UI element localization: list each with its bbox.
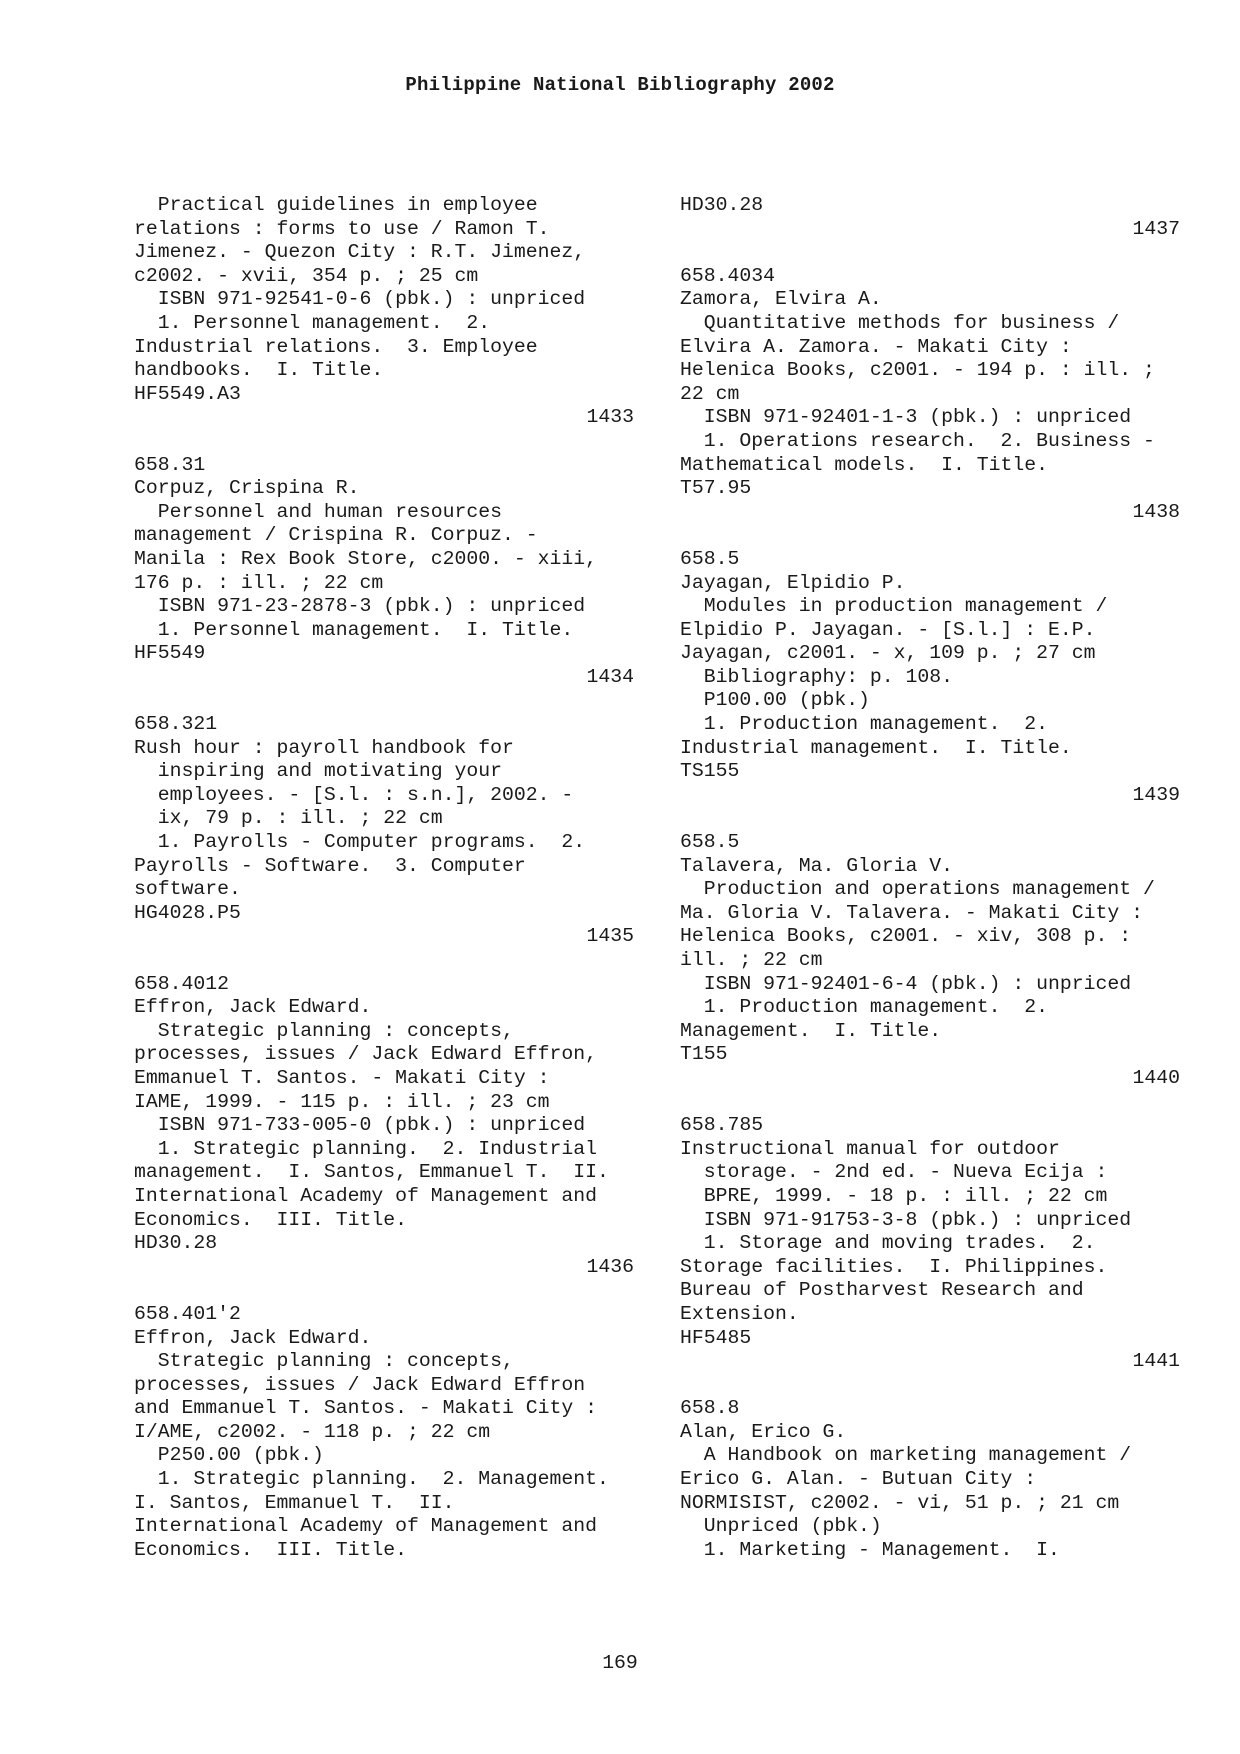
text-line: Rush hour : payroll handbook for xyxy=(134,736,514,759)
text-line: Zamora, Elvira A. xyxy=(680,288,882,311)
text-line: I. Santos, Emmanuel T. II. xyxy=(134,1491,455,1514)
text-line: T57.95 xyxy=(680,477,752,500)
text-line xyxy=(680,241,1180,265)
text-line: HF5485 xyxy=(680,1326,752,1349)
text-line: Elpidio P. Jayagan. - [S.l.] : E.P. xyxy=(680,618,1096,641)
text-line: 658.321 xyxy=(134,713,218,736)
text-line: Helenica Books, c2001. - xiv, 308 p. : xyxy=(680,925,1132,948)
text-line: Personnel and human resources xyxy=(134,500,502,523)
text-line xyxy=(680,524,1180,548)
text-line: TS155 xyxy=(680,760,740,783)
text-line: Economics. III. Title. xyxy=(134,1538,408,1561)
page-title: Philippine National Bibliography 2002 xyxy=(405,74,835,96)
text-line: Industrial management. I. Title. xyxy=(680,736,1072,759)
text-line: 658.4034 xyxy=(680,264,775,287)
text-line xyxy=(680,1091,1180,1115)
entry-number: 1434 xyxy=(586,665,634,688)
text-line: handbooks. I. Title. xyxy=(134,359,384,382)
text-line: storage. - 2nd ed. - Nueva Ecija : xyxy=(680,1161,1108,1184)
entry-number: 1437 xyxy=(1132,217,1180,240)
entry-number: 1436 xyxy=(586,1255,634,1278)
text-line: ISBN 971-733-005-0 (pbk.) : unpriced xyxy=(134,1114,586,1137)
text-line: management. I. Santos, Emmanuel T. II. xyxy=(134,1161,609,1184)
text-line: and Emmanuel T. Santos. - Makati City : xyxy=(134,1397,597,1420)
text-line: processes, issues / Jack Edward Effron, xyxy=(134,1043,597,1066)
text-line: employees. - [S.l. : s.n.], 2002. - xyxy=(134,783,574,806)
text-line: NORMISIST, c2002. - vi, 51 p. ; 21 cm xyxy=(680,1491,1120,1514)
text-line: T155 xyxy=(680,1043,728,1066)
text-line: Modules in production management / xyxy=(680,595,1108,618)
text-line: Bureau of Postharvest Research and xyxy=(680,1279,1084,1302)
text-line: 658.785 xyxy=(680,1114,764,1137)
text-line: HF5549 xyxy=(134,642,206,665)
text-line xyxy=(680,1374,1180,1398)
text-line: Jayagan, Elpidio P. xyxy=(680,571,906,594)
page-number: 169 xyxy=(602,1652,638,1674)
text-line: Payrolls - Software. 3. Computer xyxy=(134,854,526,877)
text-line: 1. Personnel management. 2. xyxy=(134,311,491,334)
text-line: 658.4012 xyxy=(134,972,229,995)
text-line: HD30.28 xyxy=(680,194,764,216)
text-line: A Handbook on marketing management / xyxy=(680,1444,1132,1467)
text-line xyxy=(134,689,634,713)
entry-number: 1438 xyxy=(1132,500,1180,523)
entry-number: 1435 xyxy=(586,925,634,948)
entry-number: 1439 xyxy=(1132,783,1180,806)
text-line: Erico G. Alan. - Butuan City : xyxy=(680,1468,1037,1491)
text-line: software. xyxy=(134,878,241,901)
text-line: Management. I. Title. xyxy=(680,1019,942,1042)
left-column xyxy=(134,194,634,1562)
text-line: 1. Strategic planning. 2. Industrial xyxy=(134,1137,597,1160)
text-line: BPRE, 1999. - 18 p. : ill. ; 22 cm xyxy=(680,1184,1108,1207)
text-line: ISBN 971-91753-3-8 (pbk.) : unpriced xyxy=(680,1208,1132,1231)
text-line: Helenica Books, c2001. - 194 p. : ill. ; xyxy=(680,359,1155,382)
text-line: Strategic planning : concepts, xyxy=(134,1350,514,1373)
text-line: ISBN 971-23-2878-3 (pbk.) : unpriced xyxy=(134,595,586,618)
text-line: management / Crispina R. Corpuz. - xyxy=(134,524,538,547)
text-line: 1. Operations research. 2. Business - xyxy=(680,429,1155,452)
text-line: 1. Storage and moving trades. 2. xyxy=(680,1232,1096,1255)
text-line: P250.00 (pbk.) xyxy=(134,1444,324,1467)
text-line: ISBN 971-92401-6-4 (pbk.) : unpriced xyxy=(680,972,1132,995)
text-line: processes, issues / Jack Edward Effron xyxy=(134,1373,586,1396)
text-line xyxy=(134,430,634,454)
text-line: ISBN 971-92541-0-6 (pbk.) : unpriced xyxy=(134,288,586,311)
text-line: Industrial relations. 3. Employee xyxy=(134,335,538,358)
text-line: 1. Production management. 2. xyxy=(680,713,1048,736)
text-line: Corpuz, Crispina R. xyxy=(134,477,360,500)
text-line: HD30.28 xyxy=(134,1232,218,1255)
text-line: 658.5 xyxy=(680,831,740,854)
text-line: ill. ; 22 cm xyxy=(680,949,823,971)
text-line: relations : forms to use / Ramon T. xyxy=(134,217,550,240)
text-line: Production and operations management / xyxy=(680,878,1155,901)
text-line: 658.5 xyxy=(680,547,740,570)
text-line: 1. Marketing - Management. I. xyxy=(680,1538,1060,1561)
text-line: inspiring and motivating your xyxy=(134,760,502,783)
text-line: Economics. III. Title. xyxy=(134,1208,408,1231)
text-line: International Academy of Management and xyxy=(134,1515,597,1538)
text-line: Effron, Jack Edward. xyxy=(134,1326,372,1349)
text-line: Mathematical models. I. Title. xyxy=(680,453,1048,476)
text-line: Quantitative methods for business / xyxy=(680,311,1120,334)
text-line: International Academy of Management and xyxy=(134,1184,597,1207)
text-line: Jayagan, c2001. - x, 109 p. ; 27 cm xyxy=(680,642,1096,665)
text-line: Effron, Jack Edward. xyxy=(134,996,372,1019)
text-line: Jimenez. - Quezon City : R.T. Jimenez, xyxy=(134,241,586,264)
entry-number: 1433 xyxy=(586,406,634,429)
text-line: HG4028.P5 xyxy=(134,901,241,924)
text-line: Extension. xyxy=(680,1302,799,1325)
text-line: 1. Payrolls - Computer programs. 2. xyxy=(134,831,586,854)
text-line: IAME, 1999. - 115 p. : ill. ; 23 cm xyxy=(134,1090,550,1113)
text-line: 176 p. : ill. ; 22 cm xyxy=(134,571,384,594)
text-line xyxy=(680,807,1180,831)
text-line: Practical guidelines in employee xyxy=(134,194,538,216)
text-line: Elvira A. Zamora. - Makati City : xyxy=(680,335,1072,358)
text-line: I/AME, c2002. - 118 p. ; 22 cm xyxy=(134,1420,491,1443)
text-line: Talavera, Ma. Gloria V. xyxy=(680,854,954,877)
text-line: Unpriced (pbk.) xyxy=(680,1515,882,1538)
text-line: c2002. - xvii, 354 p. ; 25 cm xyxy=(134,264,479,287)
text-line: Ma. Gloria V. Talavera. - Makati City : xyxy=(680,901,1143,924)
text-line: ix, 79 p. : ill. ; 22 cm xyxy=(134,807,443,830)
text-line: Bibliography: p. 108. xyxy=(680,665,954,688)
text-line: 1. Strategic planning. 2. Management. xyxy=(134,1468,609,1491)
text-line: Alan, Erico G. xyxy=(680,1420,847,1443)
text-line: 1. Production management. 2. xyxy=(680,996,1048,1019)
text-line: Instructional manual for outdoor xyxy=(680,1137,1060,1160)
entry-number: 1441 xyxy=(1132,1350,1180,1373)
text-line: 658.31 xyxy=(134,453,206,476)
text-line: 658.8 xyxy=(680,1397,740,1420)
text-line: Storage facilities. I. Philippines. xyxy=(680,1255,1108,1278)
entry-number: 1440 xyxy=(1132,1066,1180,1089)
text-line: ISBN 971-92401-1-3 (pbk.) : unpriced xyxy=(680,406,1132,429)
text-line xyxy=(134,1279,634,1303)
right-column xyxy=(680,194,1180,1562)
text-line: 22 cm xyxy=(680,382,740,405)
text-line: Strategic planning : concepts, xyxy=(134,1019,514,1042)
text-line: 658.401'2 xyxy=(134,1302,241,1325)
text-line: Emmanuel T. Santos. - Makati City : xyxy=(134,1066,550,1089)
text-line: HF5549.A3 xyxy=(134,382,241,405)
text-line: P100.00 (pbk.) xyxy=(680,689,870,712)
text-line xyxy=(134,949,634,973)
text-line: Manila : Rex Book Store, c2000. - xiii, xyxy=(134,547,597,570)
text-line: 1. Personnel management. I. Title. xyxy=(134,618,574,641)
